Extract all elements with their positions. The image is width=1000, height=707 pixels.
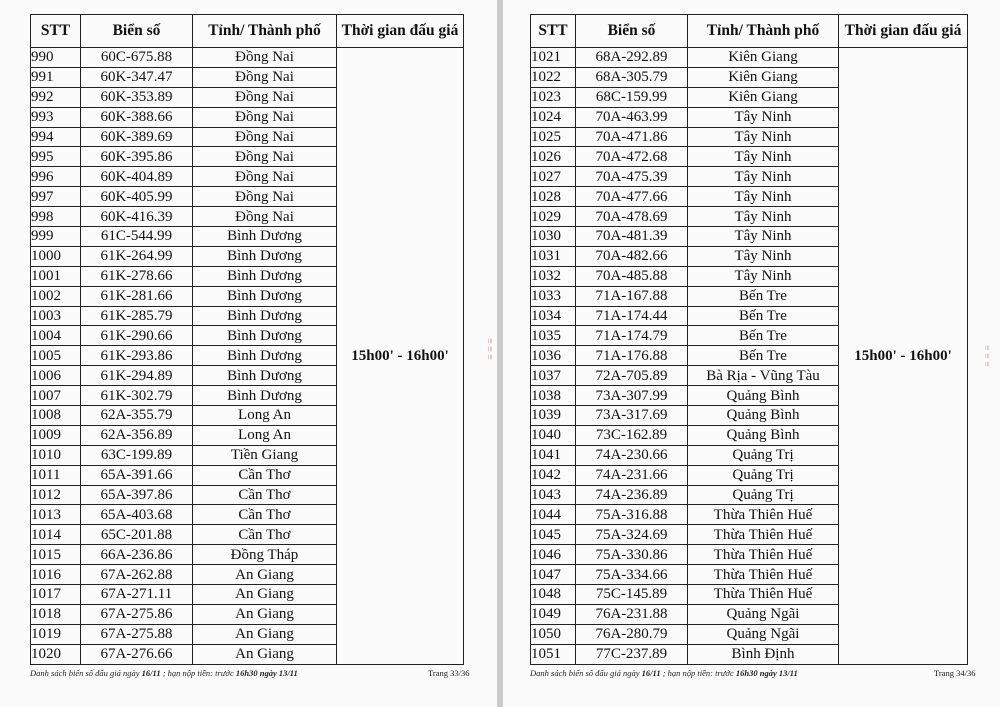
plate-cell: 70A-463.99 xyxy=(576,107,688,127)
plate-cell: 60C-675.88 xyxy=(81,48,193,68)
province-cell: Đồng Nai xyxy=(193,187,337,207)
province-cell: Bến Tre xyxy=(688,346,839,366)
province-cell: Tây Ninh xyxy=(688,187,839,207)
stt-cell: 996 xyxy=(31,167,81,187)
stt-cell: 1000 xyxy=(31,246,81,266)
province-cell: Đồng Nai xyxy=(193,48,337,68)
province-cell: Tây Ninh xyxy=(688,246,839,266)
province-cell: An Giang xyxy=(193,624,337,644)
page-number: Trang 33/36 xyxy=(428,668,470,678)
province-cell: Kiên Giang xyxy=(688,48,839,68)
province-cell: An Giang xyxy=(193,565,337,585)
plate-cell: 72A-705.89 xyxy=(576,366,688,386)
province-cell: Quảng Bình xyxy=(688,386,839,406)
header-province: Tỉnh/ Thành phố xyxy=(193,15,337,48)
province-cell: Bình Dương xyxy=(193,366,337,386)
stt-cell: 1029 xyxy=(531,207,576,227)
stt-cell: 1028 xyxy=(531,187,576,207)
province-cell: An Giang xyxy=(193,585,337,605)
header-stt: STT xyxy=(531,15,576,48)
plate-cell: 68A-305.79 xyxy=(576,67,688,87)
page-footer xyxy=(30,668,298,678)
stt-cell: 1034 xyxy=(531,306,576,326)
province-cell: Đồng Tháp xyxy=(193,545,337,565)
province-cell: Tiền Giang xyxy=(193,445,337,465)
stt-cell: 1014 xyxy=(31,525,81,545)
table-body-right xyxy=(531,48,968,665)
province-cell: Kiên Giang xyxy=(688,87,839,107)
stt-cell: 1041 xyxy=(531,445,576,465)
stt-cell: 990 xyxy=(31,48,81,68)
plate-cell: 62A-355.79 xyxy=(81,406,193,426)
stt-cell: 991 xyxy=(31,67,81,87)
plate-cell: 68C-159.99 xyxy=(576,87,688,107)
stt-cell: 995 xyxy=(31,147,81,167)
plate-cell: 66A-236.86 xyxy=(81,545,193,565)
plate-cell: 67A-276.66 xyxy=(81,644,193,664)
footer-deadline: 16h30 ngày 13/11 xyxy=(235,668,298,678)
province-cell: Đồng Nai xyxy=(193,67,337,87)
province-cell: Bình Dương xyxy=(193,266,337,286)
province-cell: Quảng Trị xyxy=(688,465,839,485)
plate-cell: 61K-285.79 xyxy=(81,306,193,326)
stt-cell: 1046 xyxy=(531,545,576,565)
province-cell: Bà Rịa - Vũng Tàu xyxy=(688,366,839,386)
province-cell: Bình Dương xyxy=(193,227,337,247)
province-cell: Quảng Ngãi xyxy=(688,604,839,624)
stt-cell: 1039 xyxy=(531,406,576,426)
stt-cell: 993 xyxy=(31,107,81,127)
header-stt: STT xyxy=(31,15,81,48)
province-cell: Cần Thơ xyxy=(193,485,337,505)
plate-cell: 70A-475.39 xyxy=(576,167,688,187)
stt-cell: 1035 xyxy=(531,326,576,346)
stt-cell: 998 xyxy=(31,207,81,227)
stt-cell: 1031 xyxy=(531,246,576,266)
plate-cell: 61K-281.66 xyxy=(81,286,193,306)
stt-cell: 1021 xyxy=(531,48,576,68)
stt-cell: 1010 xyxy=(31,445,81,465)
plate-cell: 67A-271.11 xyxy=(81,585,193,605)
stt-cell: 1051 xyxy=(531,644,576,664)
province-cell: Đồng Nai xyxy=(193,147,337,167)
plate-cell: 75A-324.69 xyxy=(576,525,688,545)
province-cell: Bình Dương xyxy=(193,326,337,346)
plate-cell: 70A-481.39 xyxy=(576,227,688,247)
province-cell: Bình Dương xyxy=(193,346,337,366)
auction-time-cell: 15h00' - 16h00' xyxy=(839,48,968,665)
stt-cell: 1027 xyxy=(531,167,576,187)
province-cell: Quảng Trị xyxy=(688,485,839,505)
province-cell: Thừa Thiên Huế xyxy=(688,565,839,585)
stt-cell: 1017 xyxy=(31,585,81,605)
province-cell: Bình Dương xyxy=(193,306,337,326)
province-cell: Tây Ninh xyxy=(688,127,839,147)
plate-cell: 61K-293.86 xyxy=(81,346,193,366)
document-page-left xyxy=(0,0,497,707)
province-cell: Bến Tre xyxy=(688,326,839,346)
stt-cell: 1030 xyxy=(531,227,576,247)
province-cell: Thừa Thiên Huế xyxy=(688,525,839,545)
stt-cell: 1043 xyxy=(531,485,576,505)
stt-cell: 1016 xyxy=(31,565,81,585)
province-cell: Bình Dương xyxy=(193,386,337,406)
stt-cell: 999 xyxy=(31,227,81,247)
plate-cell: 70A-485.88 xyxy=(576,266,688,286)
stt-cell: 1015 xyxy=(31,545,81,565)
province-cell: Đồng Nai xyxy=(193,167,337,187)
plate-table-left xyxy=(30,14,464,665)
plate-cell: 75C-145.89 xyxy=(576,585,688,605)
plate-cell: 61K-264.99 xyxy=(81,246,193,266)
plate-cell: 60K-388.66 xyxy=(81,107,193,127)
province-cell: Tây Ninh xyxy=(688,207,839,227)
province-cell: Long An xyxy=(193,406,337,426)
stt-cell: 1025 xyxy=(531,127,576,147)
province-cell: Quảng Ngãi xyxy=(688,624,839,644)
plate-cell: 74A-236.89 xyxy=(576,485,688,505)
plate-cell: 71A-167.88 xyxy=(576,286,688,306)
stt-cell: 1042 xyxy=(531,465,576,485)
province-cell: Bình Dương xyxy=(193,286,337,306)
stt-cell: 1026 xyxy=(531,147,576,167)
page-number: Trang 34/36 xyxy=(934,668,976,678)
auction-time-cell: 15h00' - 16h00' xyxy=(337,48,464,665)
province-cell: Cần Thơ xyxy=(193,465,337,485)
plate-cell: 61K-278.66 xyxy=(81,266,193,286)
province-cell: Quảng Trị xyxy=(688,445,839,465)
plate-cell: 67A-275.88 xyxy=(81,624,193,644)
stt-cell: 1038 xyxy=(531,386,576,406)
stt-cell: 1008 xyxy=(31,406,81,426)
plate-cell: 65A-397.86 xyxy=(81,485,193,505)
province-cell: Bến Tre xyxy=(688,306,839,326)
stt-cell: 1023 xyxy=(531,87,576,107)
plate-cell: 60K-405.99 xyxy=(81,187,193,207)
stt-cell: 1037 xyxy=(531,366,576,386)
stt-cell: 1019 xyxy=(31,624,81,644)
province-cell: Thừa Thiên Huế xyxy=(688,585,839,605)
plate-cell: 75A-316.88 xyxy=(576,505,688,525)
plate-cell: 60K-416.39 xyxy=(81,207,193,227)
stt-cell: 1048 xyxy=(531,585,576,605)
province-cell: Quảng Bình xyxy=(688,406,839,426)
stt-cell: 1047 xyxy=(531,565,576,585)
plate-cell: 71A-174.44 xyxy=(576,306,688,326)
stt-cell: 1020 xyxy=(31,644,81,664)
province-cell: Tây Ninh xyxy=(688,227,839,247)
plate-cell: 73C-162.89 xyxy=(576,425,688,445)
page-footer xyxy=(530,668,798,678)
footer-text: Danh sách biển số đấu giá ngày xyxy=(530,668,642,678)
plate-cell: 60K-404.89 xyxy=(81,167,193,187)
province-cell: An Giang xyxy=(193,644,337,664)
stt-cell: 1004 xyxy=(31,326,81,346)
plate-cell: 61K-290.66 xyxy=(81,326,193,346)
footer-deadline: 16h30 ngày 13/11 xyxy=(735,668,798,678)
header-plate: Biển số xyxy=(576,15,688,48)
province-cell: Đồng Nai xyxy=(193,107,337,127)
plate-cell: 74A-230.66 xyxy=(576,445,688,465)
table-row xyxy=(531,48,968,68)
province-cell: Cần Thơ xyxy=(193,525,337,545)
plate-cell: 74A-231.66 xyxy=(576,465,688,485)
plate-cell: 61K-302.79 xyxy=(81,386,193,406)
plate-cell: 71A-176.88 xyxy=(576,346,688,366)
stt-cell: 1033 xyxy=(531,286,576,306)
red-stamp-mark: ≡ ≡ ≡ xyxy=(484,338,495,360)
plate-cell: 70A-477.66 xyxy=(576,187,688,207)
stt-cell: 997 xyxy=(31,187,81,207)
footer-date: 16/11 xyxy=(641,668,661,678)
plate-cell: 70A-471.86 xyxy=(576,127,688,147)
table-row xyxy=(31,48,464,68)
plate-cell: 60K-395.86 xyxy=(81,147,193,167)
stt-cell: 1001 xyxy=(31,266,81,286)
province-cell: Long An xyxy=(193,425,337,445)
stt-cell: 1024 xyxy=(531,107,576,127)
plate-cell: 61K-294.89 xyxy=(81,366,193,386)
plate-cell: 60K-389.69 xyxy=(81,127,193,147)
province-cell: Bến Tre xyxy=(688,286,839,306)
footer-date: 16/11 xyxy=(141,668,161,678)
stt-cell: 1005 xyxy=(31,346,81,366)
stt-cell: 1006 xyxy=(31,366,81,386)
plate-cell: 70A-478.69 xyxy=(576,207,688,227)
red-stamp-mark: ≡ ≡ ≡ xyxy=(981,345,992,367)
plate-cell: 70A-482.66 xyxy=(576,246,688,266)
province-cell: Cần Thơ xyxy=(193,505,337,525)
header-province: Tỉnh/ Thành phố xyxy=(688,15,839,48)
plate-cell: 76A-280.79 xyxy=(576,624,688,644)
stt-cell: 1003 xyxy=(31,306,81,326)
stt-cell: 1032 xyxy=(531,266,576,286)
stt-cell: 1045 xyxy=(531,525,576,545)
plate-cell: 77C-237.89 xyxy=(576,644,688,664)
stt-cell: 1009 xyxy=(31,425,81,445)
table-body-left xyxy=(31,48,464,665)
plate-cell: 75A-330.86 xyxy=(576,545,688,565)
plate-cell: 71A-174.79 xyxy=(576,326,688,346)
plate-cell: 62A-356.89 xyxy=(81,425,193,445)
plate-cell: 65A-391.66 xyxy=(81,465,193,485)
stt-cell: 1007 xyxy=(31,386,81,406)
table-header-row xyxy=(531,15,968,48)
document-page-right xyxy=(503,0,1000,707)
province-cell: Tây Ninh xyxy=(688,167,839,187)
stt-cell: 1012 xyxy=(31,485,81,505)
province-cell: Đồng Nai xyxy=(193,127,337,147)
province-cell: Tây Ninh xyxy=(688,107,839,127)
stt-cell: 994 xyxy=(31,127,81,147)
province-cell: Kiên Giang xyxy=(688,67,839,87)
province-cell: Đồng Nai xyxy=(193,207,337,227)
footer-mid: ; hạn nộp tiền: trước xyxy=(160,668,236,678)
stt-cell: 992 xyxy=(31,87,81,107)
province-cell: Bình Định xyxy=(688,644,839,664)
province-cell: Thừa Thiên Huế xyxy=(688,505,839,525)
province-cell: Đồng Nai xyxy=(193,87,337,107)
stt-cell: 1013 xyxy=(31,505,81,525)
stt-cell: 1036 xyxy=(531,346,576,366)
plate-cell: 75A-334.66 xyxy=(576,565,688,585)
province-cell: Tây Ninh xyxy=(688,266,839,286)
footer-text: Danh sách biển số đấu giá ngày xyxy=(30,668,142,678)
province-cell: An Giang xyxy=(193,604,337,624)
plate-table-right xyxy=(530,14,968,665)
stt-cell: 1022 xyxy=(531,67,576,87)
plate-cell: 60K-347.47 xyxy=(81,67,193,87)
header-time: Thời gian đấu giá xyxy=(839,15,968,48)
footer-mid: ; hạn nộp tiền: trước xyxy=(660,668,736,678)
stt-cell: 1002 xyxy=(31,286,81,306)
stt-cell: 1040 xyxy=(531,425,576,445)
province-cell: Quảng Bình xyxy=(688,425,839,445)
plate-cell: 68A-292.89 xyxy=(576,48,688,68)
header-plate: Biển số xyxy=(81,15,193,48)
stt-cell: 1049 xyxy=(531,604,576,624)
province-cell: Thừa Thiên Huế xyxy=(688,545,839,565)
stt-cell: 1050 xyxy=(531,624,576,644)
plate-cell: 65C-201.88 xyxy=(81,525,193,545)
plate-cell: 63C-199.89 xyxy=(81,445,193,465)
plate-cell: 61C-544.99 xyxy=(81,227,193,247)
table-header-row xyxy=(31,15,464,48)
plate-cell: 76A-231.88 xyxy=(576,604,688,624)
stt-cell: 1018 xyxy=(31,604,81,624)
plate-cell: 70A-472.68 xyxy=(576,147,688,167)
province-cell: Bình Dương xyxy=(193,246,337,266)
stt-cell: 1044 xyxy=(531,505,576,525)
plate-cell: 73A-307.99 xyxy=(576,386,688,406)
plate-cell: 67A-275.86 xyxy=(81,604,193,624)
plate-cell: 60K-353.89 xyxy=(81,87,193,107)
plate-cell: 73A-317.69 xyxy=(576,406,688,426)
header-time: Thời gian đấu giá xyxy=(337,15,464,48)
plate-cell: 67A-262.88 xyxy=(81,565,193,585)
stt-cell: 1011 xyxy=(31,465,81,485)
plate-cell: 65A-403.68 xyxy=(81,505,193,525)
province-cell: Tây Ninh xyxy=(688,147,839,167)
